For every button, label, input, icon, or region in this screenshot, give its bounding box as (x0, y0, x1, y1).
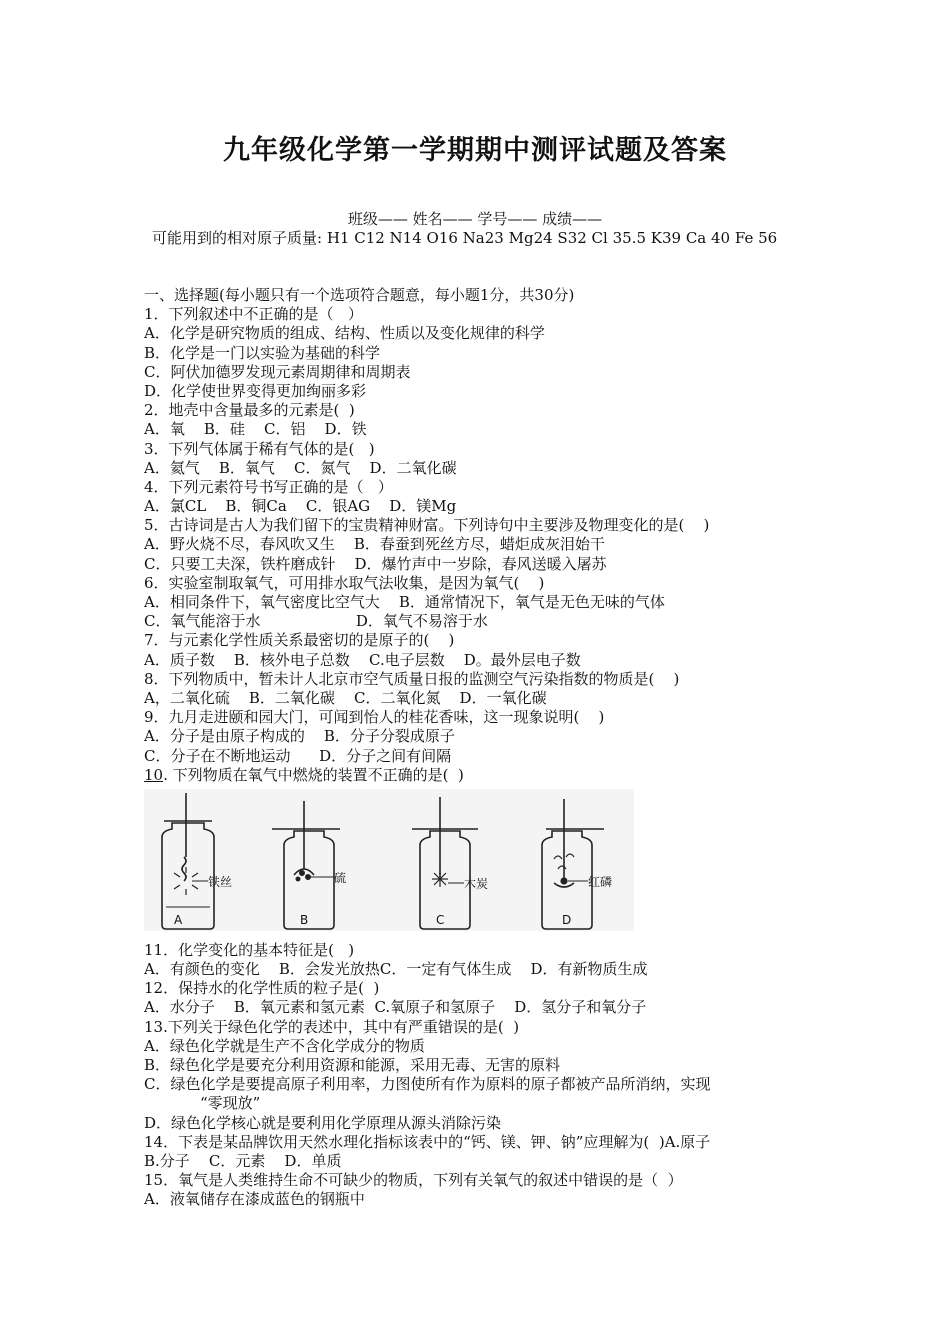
question-line: A．水分子 B．氧元素和氢元素 C.氧原子和氢原子 D．氢分子和氧分子 (144, 998, 647, 1017)
section-heading: 一、选择题(每小题只有一个选项符合题意，每小题1分，共30分) (144, 286, 575, 304)
question-line: “零现放” (200, 1094, 261, 1113)
page-title: 九年级化学第一学期期中测评试题及答案 (223, 135, 727, 166)
question-line: 8．下列物质中，暂未计人北京市空气质量日报的监测空气污染指数的物质是( ) (144, 669, 680, 688)
question-line: 11．化学变化的基本特征是( ) (144, 940, 355, 959)
question-line: 7．与元素化学性质关系最密切的是原子的( ) (144, 631, 455, 650)
question-line: C．绿色化学是要提高原子利用率，力图使所有作为原料的原子都被产品所消纳，实现 (144, 1075, 711, 1094)
label-iron-wire: 铁丝 (208, 874, 233, 889)
scan-background (144, 789, 634, 931)
question-line: C．阿伏加德罗发现元素周期律和周期表 (144, 362, 411, 381)
question-line: A．绿色化学就是生产不含化学成分的物质 (144, 1036, 425, 1055)
question-line: 1．下列叙述中不正确的是（ ） (144, 305, 363, 324)
question-line: A．分子是由原子构成的 B．分子分裂成原子 (144, 727, 455, 746)
question-list (144, 286, 816, 1210)
question-10-text: . 下列物质在氧气中燃烧的装置不正确的是( ) (163, 765, 464, 784)
question-line: 12．保持水的化学性质的粒子是( ) (144, 979, 380, 998)
question-line: A．氧 B．硅 C．铝 D．铁 (144, 420, 367, 439)
question-line: A．野火烧不尽，春风吹又生 B．春蚕到死丝方尽，蜡炬成灰泪始干 (144, 535, 605, 554)
question-line: B．化学是一门以实验为基础的科学 (144, 343, 381, 362)
option-label-c: C (436, 912, 445, 927)
question-line: 2．地壳中含量最多的元素是( ) (144, 401, 355, 420)
question-line: 5．古诗词是古人为我们留下的宝贵精神财富。下列诗句中主要涉及物理变化的是( ) (144, 516, 710, 535)
question-line: C．只要工夫深，铁杵磨成针 D．爆竹声中一岁除，春风送暖入屠苏 (144, 554, 607, 573)
question-line: A．有颜色的变化 B．会发光放热C．一定有气体生成 D．有新物质生成 (144, 960, 648, 979)
question-line: 15．氧气是人类维持生命不可缺少的物质，下列有关氧气的叙述中错误的是（ ） (144, 1171, 683, 1190)
question-line: A．相同条件下，氧气密度比空气大 B．通常情况下，氧气是无色无味的气体 (144, 593, 665, 611)
question-line: 14．下表是某品牌饮用天然水理化指标该表中的“钙、镁、钾、钠”应理解为( )A.原子 (144, 1132, 711, 1151)
question-line: B．绿色化学是要充分利用资源和能源，采用无毒、无害的原料 (144, 1056, 561, 1074)
question-line: A．质子数 B．核外电子总数 C.电子层数 D。最外层电子数 (144, 650, 581, 669)
question-line: B.分子 C．元素 D．单质 (144, 1151, 342, 1170)
question-10-number: 10 (144, 765, 164, 784)
label-red-phosphorus: 红磷 (588, 874, 613, 889)
flame-c (432, 871, 448, 887)
question-line: 6．实验室制取氧气，可用排水取气法收集，是因为氧气( ) (144, 573, 545, 592)
question-line: A，二氧化硫 B．二氧化碳 C．二氧化氮 D．一氧化碳 (144, 688, 547, 707)
question-line: A．氯CL B．铜Ca C．银AG D．镁Mg (144, 497, 457, 516)
option-label-d: D (562, 912, 572, 927)
student-info-line: 班级—— 姓名—— 学号—— 成绩—— (347, 210, 603, 228)
question-line: D．化学使世界变得更加绚丽多彩 (144, 381, 367, 400)
question-line: C．氧气能溶于水 D．氧气不易溶于水 (144, 612, 488, 631)
label-sulfur: 硫 (334, 870, 347, 885)
combustion-apparatus-figure (144, 787, 664, 937)
question-line: A．化学是研究物质的组成、结构、性质以及变化规律的科学 (144, 324, 545, 343)
question-line: C．分子在不断地运动 D．分子之间有间隔 (144, 746, 452, 765)
question-line: 9．九月走进颐和园大门，可闻到怡人的桂花香味，这一现象说明( ) (144, 708, 605, 727)
question-line: 4．下列元素符号书写正确的是（ ） (144, 477, 393, 496)
apparatus-drawing (144, 787, 664, 937)
question-line: A．氦气 B．氧气 C．氮气 D．二氧化碳 (144, 458, 457, 477)
question-line: A．液氧储存在漆成蓝色的钢瓶中 (144, 1190, 365, 1209)
label-charcoal: 木炭 (464, 876, 489, 891)
option-label-a: A (174, 912, 183, 927)
option-label-b: B (300, 912, 309, 927)
question-10 (144, 766, 816, 785)
question-line: 3．下列气体属于稀有气体的是( ) (144, 439, 375, 458)
question-line: D．绿色化学核心就是要利用化学原理从源头消除污染 (144, 1113, 502, 1132)
question-line: 13.下列关于绿色化学的表述中，其中有严重错误的是( ) (144, 1017, 520, 1036)
atomic-masses: 可能用到的相对原子质量: H1 C12 N14 O16 Na23 Mg24 S32 Cl 35.5 K39 Ca 40 Fe 56 (152, 229, 778, 247)
